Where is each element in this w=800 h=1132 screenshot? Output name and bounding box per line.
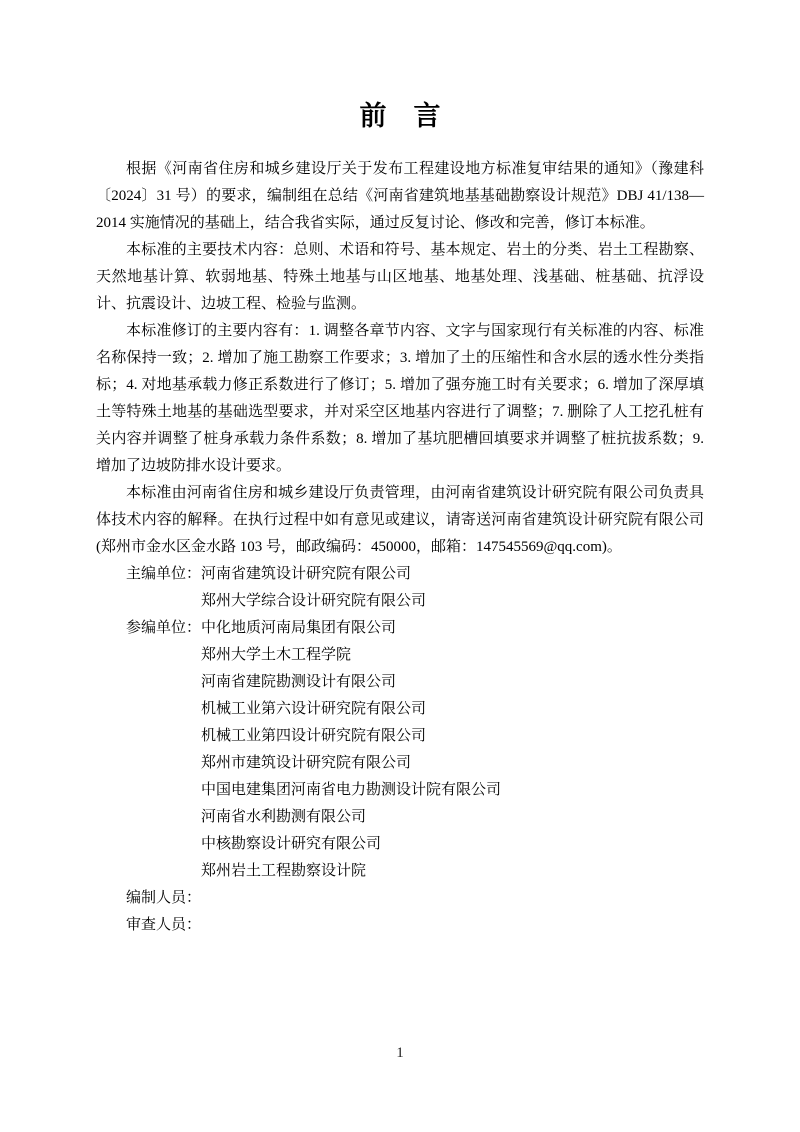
org-name: 中国电建集团河南省电力勘测设计院有限公司 bbox=[201, 782, 502, 798]
org-name: 河南省建院勘测设计有限公司 bbox=[201, 674, 397, 690]
reviewers-label: 审查人员： bbox=[126, 917, 202, 933]
org-name: 中核勘察设计研究有限公司 bbox=[201, 836, 382, 852]
compilers-label: 编制人员： bbox=[126, 890, 202, 906]
page-number: 1 bbox=[396, 1045, 404, 1061]
paragraph-revisions: 本标准修订的主要内容有：1. 调整各章节内容、文字与国家现行有关标准的内容、标准名称保持一致；2. 增加了施工勘察工作要求；3. 增加了土的压缩性和含水层的透水性分类指标；4. 对地基承载力修正系数进行了修订；5. 增加了强夯施工时有关要求；6. 增加了深厚填土等特殊土地基的基础选型要求，并对采空区地基内容进行了调整；7. 删除了人工挖孔桩有关内容并调整了桩身承载力条件系数；8. 增加了基坑肥槽回填要求并调整了桩抗拔系数；9. 增加了边坡防排水设计要求。 bbox=[96, 323, 704, 474]
org-name: 河南省建筑设计研究院有限公司 bbox=[201, 566, 412, 582]
org-name: 中化地质河南局集团有限公司 bbox=[201, 620, 397, 636]
participating-editor-label: 参编单位： bbox=[126, 620, 202, 636]
organizations-section bbox=[96, 561, 704, 939]
paragraph-main-contents: 本标准的主要技术内容：总则、术语和符号、基本规定、岩土的分类、岩土工程勘察、天然地基计算、软弱地基、特殊土地基与山区地基、地基处理、浅基础、桩基础、抗浮设计、抗震设计、边坡工程、检验与监测。 bbox=[96, 242, 704, 312]
preface-body bbox=[96, 156, 704, 561]
chief-editor-row bbox=[126, 561, 704, 615]
chief-editor-label: 主编单位： bbox=[126, 566, 202, 582]
reviewers-row bbox=[126, 912, 704, 939]
page-title: 前 言 bbox=[359, 101, 441, 131]
paragraph-management: 本标准由河南省住房和城乡建设厅负责管理，由河南省建筑设计研究院有限公司负责具体技术内容的解释。在执行过程中如有意见或建议，请寄送河南省建筑设计研究院有限公司(郑州市金水区金水路 103 号，邮政编码：450000，邮箱：147545569@qq.com)。 bbox=[96, 485, 704, 555]
participating-editor-orgs bbox=[201, 615, 704, 885]
org-name: 郑州大学综合设计研究院有限公司 bbox=[201, 593, 427, 609]
participating-editor-row bbox=[126, 615, 704, 885]
org-name: 机械工业第四设计研究院有限公司 bbox=[201, 728, 427, 744]
org-name: 郑州市建筑设计研究院有限公司 bbox=[201, 755, 412, 771]
chief-editor-orgs bbox=[201, 561, 704, 615]
org-name: 河南省水利勘测有限公司 bbox=[201, 809, 367, 825]
org-name: 机械工业第六设计研究院有限公司 bbox=[201, 701, 427, 717]
org-name: 郑州岩土工程勘察设计院 bbox=[201, 863, 367, 879]
org-name: 郑州大学土木工程学院 bbox=[201, 647, 352, 663]
paragraph-basis: 根据《河南省住房和城乡建设厅关于发布工程建设地方标准复审结果的通知》（豫建科〔2024〕31 号）的要求，编制组在总结《河南省建筑地基基础勘察设计规范》DBJ 41/138—2014 实施情况的基础上，结合我省实际，通过反复讨论、修改和完善，修订本标准。 bbox=[96, 161, 704, 231]
compilers-row bbox=[126, 885, 704, 912]
